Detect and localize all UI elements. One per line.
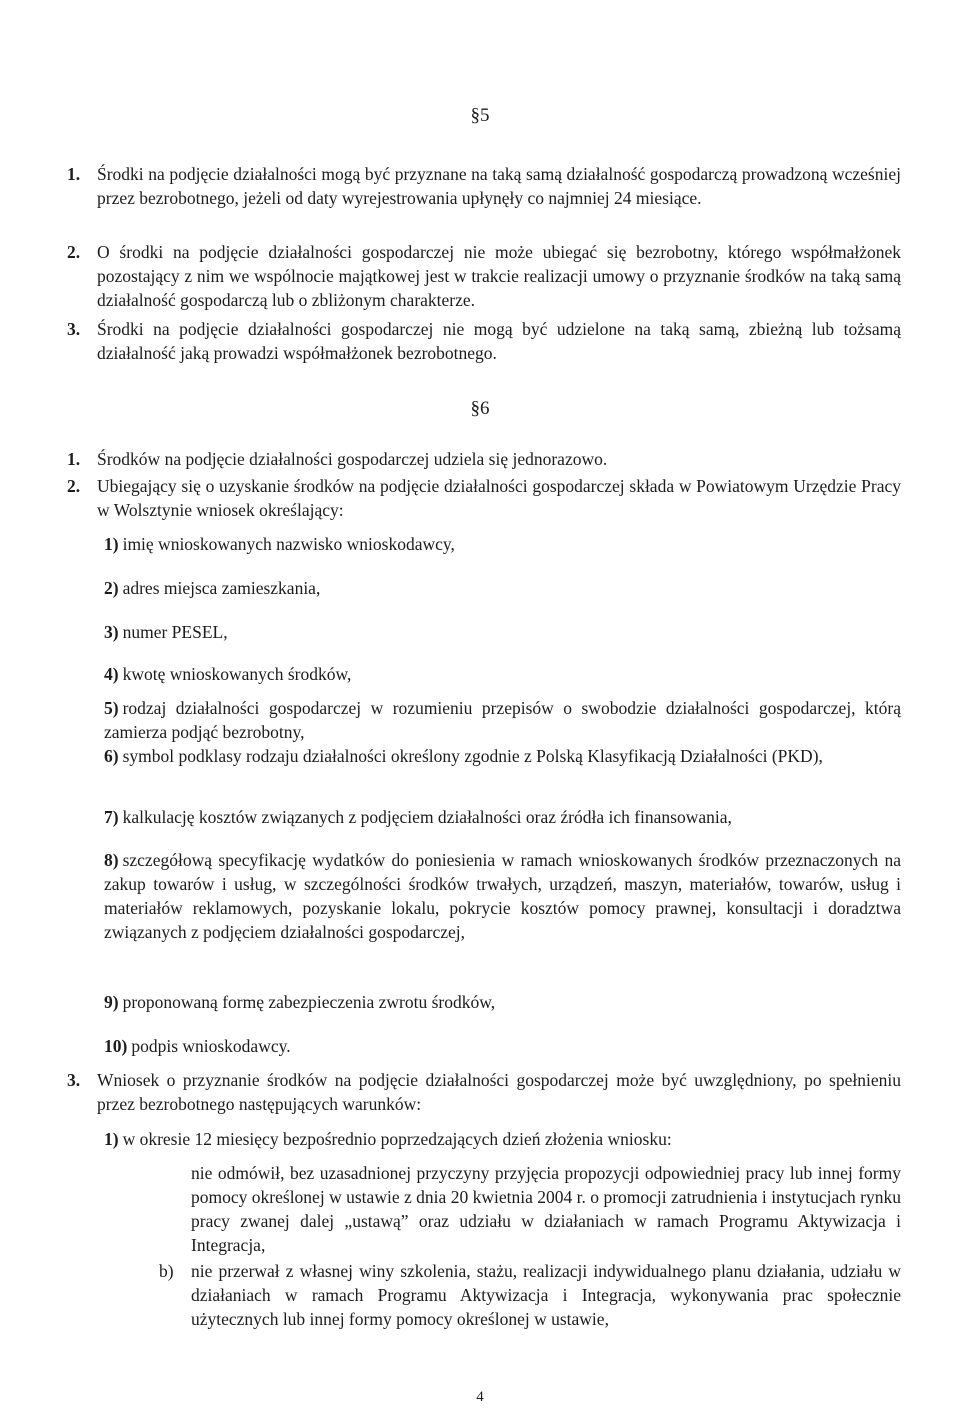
item-text: symbol podklasy rodzaju działalności określony zgodnie z Polską Klasyfikacją Działalności (PKD),	[122, 746, 823, 766]
section-number: 6	[480, 398, 490, 419]
item-text: szczegółową specyfikację wydatków do poniesienia w ramach wnioskowanych środków przeznaczonych na zakup towarów i usług, w szczególności środków trwałych, urządzeń, maszyn, materiałów, towarów, usług i materiałów reklamowych, pozyskanie lokalu, pokrycie kosztów pomocy prawnej, konsultacji i doradztwa związanych z podjęciem działalności gospodarczej,	[104, 850, 901, 942]
section-6-paragraph-3	[67, 1068, 901, 1116]
item-text: podpis wnioskodawcy.	[131, 1036, 291, 1056]
list-item	[104, 848, 901, 944]
item-text: numer PESEL,	[122, 622, 228, 642]
sub-item	[159, 1259, 901, 1331]
section-6-heading	[0, 397, 960, 421]
paragraph-number: 1.	[67, 449, 81, 469]
section-5-paragraph-1	[67, 162, 901, 210]
page-number: 4	[476, 1389, 484, 1405]
paragraph-number: 1.	[67, 164, 81, 184]
list-item	[104, 744, 901, 768]
item-text: kwotę wnioskowanych środków,	[122, 664, 352, 684]
sub-item	[191, 1161, 901, 1257]
paragraph-number: 3.	[67, 319, 81, 339]
paragraph-text: Ubiegający się o uzyskanie środków na podjęcie działalności gospodarczej składa w Powiatowym Urzędzie Pracy w Wolsztynie wniosek określający:	[97, 476, 901, 520]
list-item	[104, 662, 901, 686]
item-text: rodzaj działalności gospodarczej w rozumieniu przepisów o swobodzie działalności gospodarczej, którą zamierza podjąć bezrobotny,	[104, 698, 901, 742]
list-item	[104, 1034, 901, 1058]
paragraph-number: 3.	[67, 1070, 81, 1090]
item-number: 3)	[104, 622, 119, 642]
item-text: kalkulację kosztów związanych z podjęciem działalności oraz źródła ich finansowania,	[122, 807, 732, 827]
sub-item-text: nie odmówił, bez uzasadnionej przyczyny przyjęcia propozycji odpowiedniej pracy lub innej formy pomocy określonej w ustawie z dnia 20 kwietnia 2004 r. o promocji zatrudnienia i instytucjach rynku pracy zwanej dalej „ustawą” oraz udziału w działaniach w ramach Programu Aktywizacja i Integracja,	[191, 1163, 901, 1255]
item-text: w okresie 12 miesięcy bezpośrednio poprzedzających dzień złożenia wniosku:	[122, 1129, 672, 1149]
section-5-heading	[0, 104, 960, 128]
list-item	[104, 805, 901, 829]
item-number: 5)	[104, 698, 119, 718]
item-number: 8)	[104, 850, 119, 870]
condition-item	[104, 1127, 901, 1151]
paragraph-text: Wniosek o przyznanie środków na podjęcie działalności gospodarczej może być uwzględniony, po spełnieniu przez bezrobotnego następujących warunków:	[97, 1070, 901, 1114]
item-number: 2)	[104, 578, 119, 598]
paragraph-number: 2.	[67, 476, 81, 496]
item-number: 10)	[104, 1036, 128, 1056]
item-number: 1)	[104, 1129, 119, 1149]
section-5-paragraph-3	[67, 317, 901, 365]
paragraph-number: 2.	[67, 242, 81, 262]
section-5-paragraph-2	[67, 240, 901, 312]
sub-item-text: nie przerwał z własnej winy szkolenia, stażu, realizacji indywidualnego planu działania, udziału w działaniach w ramach Programu Aktywizacja i Integracja, wykonywania prac społecznie użytecznych lub innej formy pomocy określonej w ustawie,	[191, 1261, 901, 1329]
section-6-paragraph-1	[67, 447, 901, 471]
item-number: 7)	[104, 807, 119, 827]
paragraph-text: O środki na podjęcie działalności gospodarczej nie może ubiegać się bezrobotny, którego współmałżonek pozostający z nim we wspólnocie majątkowej jest w trakcie realizacji umowy o przyznanie środków na taką samą działalność gospodarczą lub o zbliżonym charakterze.	[97, 242, 901, 310]
item-number: 4)	[104, 664, 119, 684]
list-item	[104, 990, 901, 1014]
item-number: 6)	[104, 746, 119, 766]
sub-item-label: b)	[159, 1261, 174, 1281]
paragraph-text: Środki na podjęcie działalności mogą być przyznane na taką samą działalność gospodarczą prowadzoną wcześniej przez bezrobotnego, jeżeli od daty wyrejestrowania upłynęły co najmniej 24 miesiące.	[97, 164, 901, 208]
section-number: 5	[480, 105, 490, 126]
item-text: proponowaną formę zabezpieczenia zwrotu środków,	[122, 992, 496, 1012]
item-number: 9)	[104, 992, 119, 1012]
section-sign: §	[470, 105, 480, 126]
list-item	[104, 620, 901, 644]
list-item	[104, 696, 901, 744]
list-item	[104, 576, 901, 600]
item-text: imię wnioskowanych nazwisko wnioskodawcy,	[122, 534, 455, 554]
item-text: adres miejsca zamieszkania,	[122, 578, 321, 598]
section-sign: §	[470, 398, 480, 419]
paragraph-text: Środków na podjęcie działalności gospodarczej udziela się jednorazowo.	[97, 449, 608, 469]
item-number: 1)	[104, 534, 119, 554]
section-6-paragraph-2	[67, 474, 901, 522]
paragraph-text: Środki na podjęcie działalności gospodarczej nie mogą być udzielone na taką samą, zbieżną lub tożsamą działalność jaką prowadzi współmałżonek bezrobotnego.	[97, 319, 901, 363]
list-item	[104, 532, 901, 556]
